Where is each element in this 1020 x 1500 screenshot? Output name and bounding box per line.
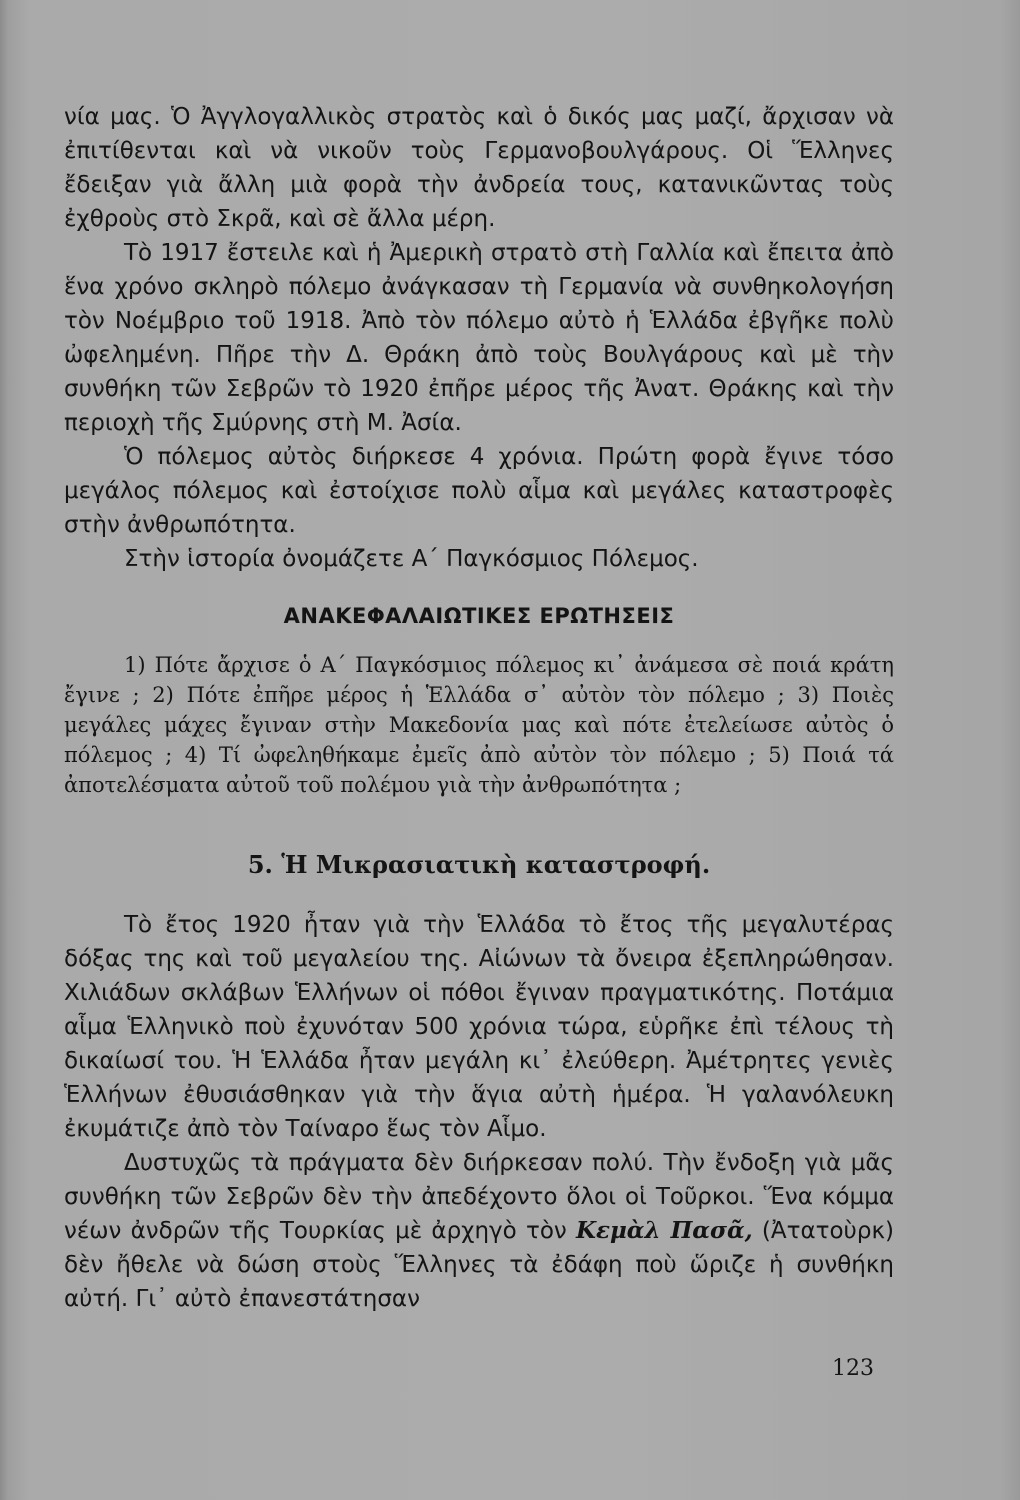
questions-heading: ΑΝΑΚΕΦΑΛΑΙΩΤΙΚΕΣ ΕΡΩΤΗΣΕΙΣ <box>283 604 675 628</box>
questions-text: 1) Πότε ἄρχισε ὁ Α΄ Παγκόσμιος πόλεμος κι᾿ ἀνάμεσα σὲ ποιά κράτη ἔγινε ; 2) Πότε ἐπῆρε μέρος ἡ Ἑλλάδα σ᾿ αὐτὸν τὸν πόλεμο ; 3) Ποιὲς μεγάλες μάχες ἔγιναν στὴν Μακεδονία μας καὶ πότε ἐτελείωσε αὐτὸς ὁ πόλεμος ; 4) Τί ὠφεληθήκαμε ἐμεῖς ἀπὸ αὐτὸν τὸν πόλεμο ; 5) Ποιά τά ἀποτελέσματα αὐτοῦ τοῦ πολέμου γιὰ τὴν ἀνθρωπότητα ; <box>64 653 894 797</box>
section-heading-block <box>64 850 894 900</box>
section-text-block <box>64 908 894 1316</box>
kemal-pasha-name: Κεμὰλ Πασᾶ, <box>576 1217 753 1244</box>
paragraph-4: Στὴν ἱστορία ὀνομάζετε Α΄ Παγκόσμιος Πόλεμος. <box>124 546 699 572</box>
paragraph-3: Ὁ πόλεμος αὐτὸς διήρκεσε 4 χρόνια. Πρώτη φορὰ ἔγινε τόσο μεγάλος πόλεμος καὶ ἐστοίχισε πολὺ αἷμα καὶ μεγάλες καταστροφὲς στὴν ἀνθρωπότητα. <box>64 444 894 538</box>
section-paragraph-2 <box>64 1146 894 1316</box>
page-number: 123 <box>832 1356 874 1381</box>
section-title: 5. Ἡ Μικρασιατικὴ καταστροφή. <box>247 850 711 879</box>
paragraph-1: νία μας. Ὁ Ἀγγλογαλλικὸς στρατὸς καὶ ὁ δικός μας μαζί, ἄρχισαν νὰ ἐπιτίθενται καὶ νὰ νικοῦν τοὺς Γερμανοβουλγάρους. Οἱ Ἕλληνες ἔδειξαν γιὰ ἄλλη μιὰ φορὰ τὴν ἀνδρεία τους, κατανικῶντας τοὺς ἐχθροὺς στὸ Σκρᾶ, καὶ σὲ ἄλλα μέρη. <box>64 104 894 232</box>
review-questions <box>64 604 894 824</box>
section-paragraph-2-start: Δυστυχῶς τὰ πράγματα δὲν διήρκεσαν πολύ. Τὴν ἔνδοξη γιὰ μᾶς συνθήκη τῶν Σεβρῶν δὲν τὴν ἀπεδέχοντο ὅλοι οἱ Τοῦρκοι. Ἕνα κόμμα νέων ἀνδρῶν τῆς Τουρκίας μὲ ἀρχηγὸ τὸν <box>64 1150 894 1244</box>
top-text-block <box>64 100 894 576</box>
paragraph-2: Τὸ 1917 ἔστειλε καὶ ἡ Ἀμερικὴ στρατὸ στὴ Γαλλία καὶ ἔπειτα ἀπὸ ἕνα χρόνο σκληρὸ πόλεμο ἀνάγκασαν τὴ Γερμανία νὰ συνθηκολογήση τὸν Νοέμβριο τοῦ 1918. Ἀπὸ τὸν πόλεμο αὐτὸ ἡ Ἑλλάδα ἐβγῆκε πολὺ ὠφελημένη. Πῆρε τὴν Δ. Θράκη ἀπὸ τοὺς Βουλγάρους καὶ μὲ τὴν συνθήκη τῶν Σεβρῶν τὸ 1920 ἐπῆρε μέρος τῆς Ἀνατ. Θράκης καὶ τὴν περιοχὴ τῆς Σμύρνης στὴ Μ. Ἀσία. <box>64 240 894 436</box>
section-paragraph-2-end: (Ἀτατοὺρκ) δὲν ἤθελε νὰ δώση στοὺς Ἕλληνες τὰ ἐδάφη ποὺ ὥριζε ἡ συνθήκη αὐτή. Γι᾿ αὐτὸ ἐπανεστάτησαν <box>64 1218 894 1312</box>
section-paragraph-1: Τὸ ἔτος 1920 ἦταν γιὰ τὴν Ἑλλάδα τὸ ἔτος τῆς μεγαλυτέρας δόξας της καὶ τοῦ μεγαλείου της. Αἰώνων τὰ ὄνειρα ἐξεπληρώθησαν. Χιλιάδων σκλάβων Ἑλλήνων οἱ πόθοι ἔγιναν πραγματικότης. Ποτάμια αἷμα Ἑλληνικὸ ποὺ ἐχυνόταν 500 χρόνια τώρα, εὑρῆκε ἐπὶ τέλους τὴ δικαίωσί του. Ἡ Ἑλλάδα ἦταν μεγάλη κι᾿ ἐλεύθερη. Ἀμέτρητες γενιὲς Ἑλλήνων ἐθυσιάσθηκαν γιὰ τὴν ἅγια αὐτὴ ἡμέρα. Ἡ γαλανόλευκη ἐκυμάτιζε ἀπὸ τὸν Ταίναρο ἕως τὸν Αἷμο. <box>64 912 894 1142</box>
